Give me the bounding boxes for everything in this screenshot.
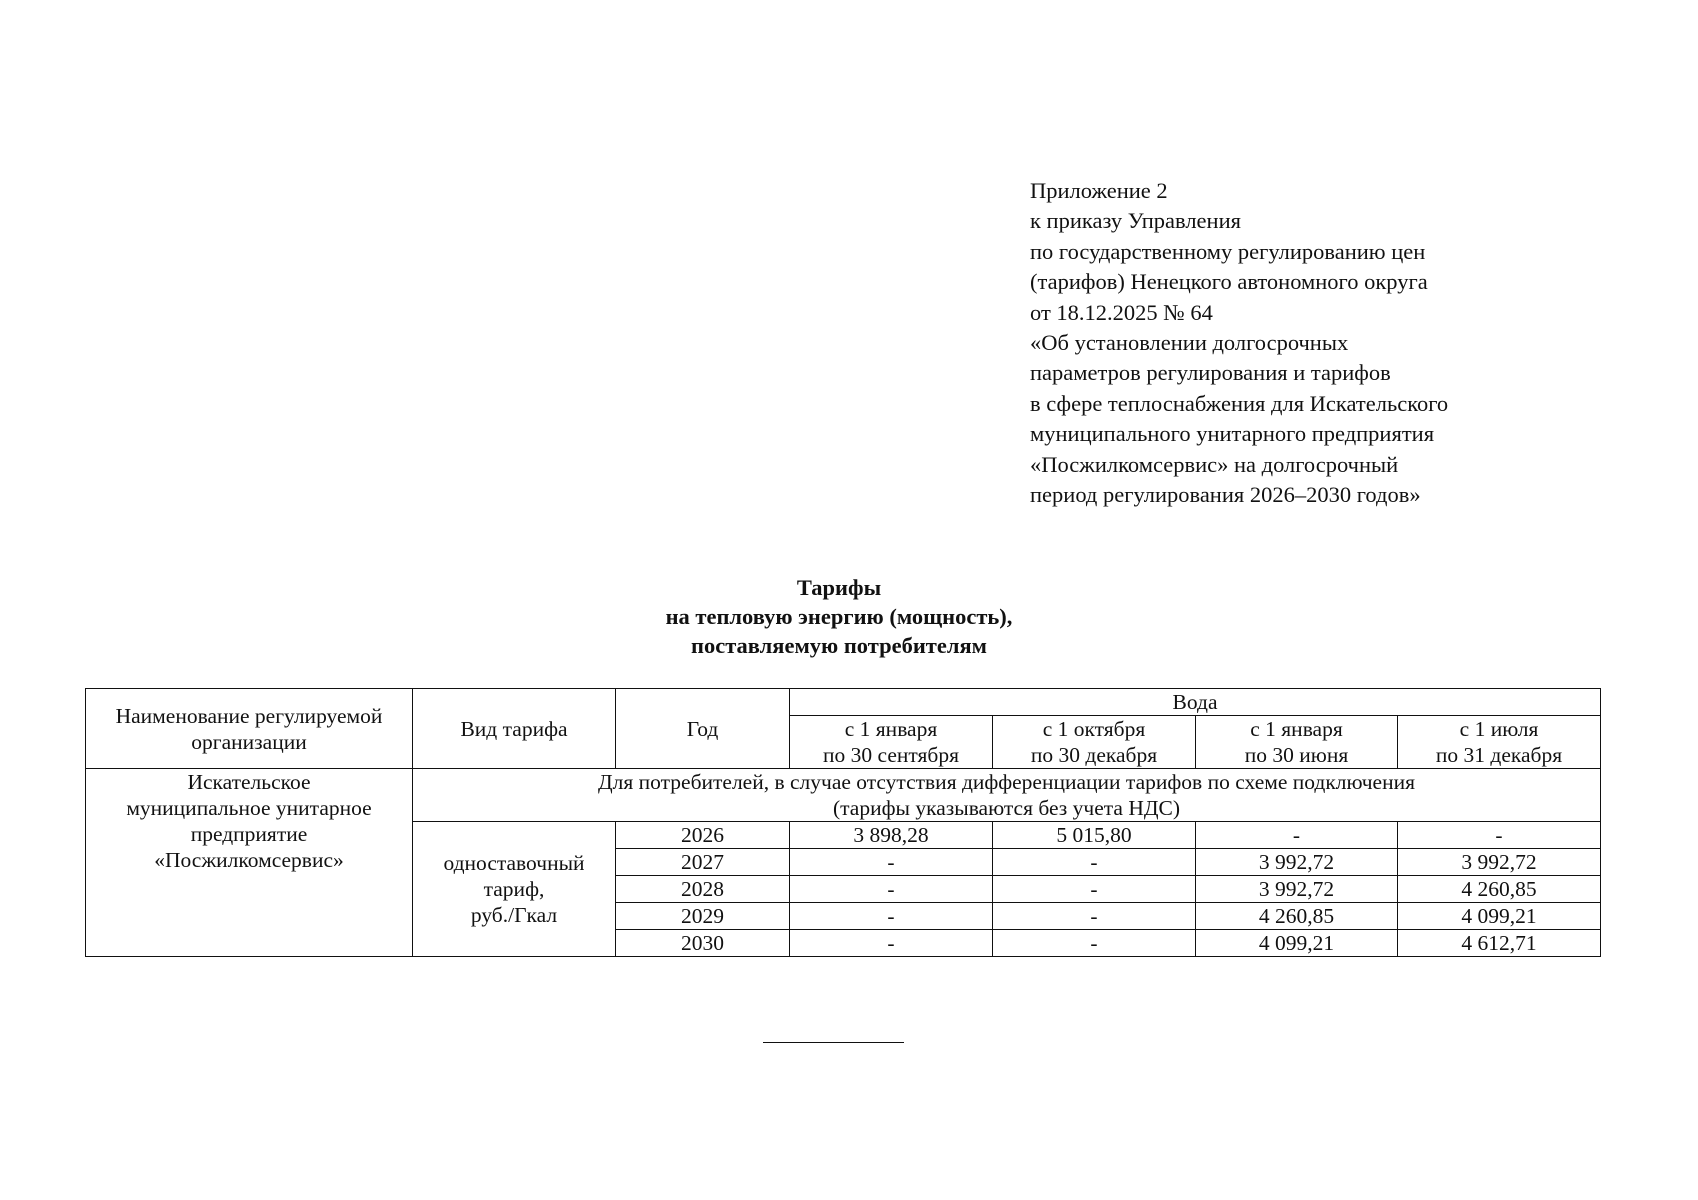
- value-cell: 4 260,85: [1398, 876, 1601, 903]
- value-cell: 4 612,71: [1398, 930, 1601, 957]
- header-period: с 1 июля по 31 декабря: [1398, 716, 1601, 769]
- header-group-water: Вода: [790, 689, 1601, 716]
- header-org-name: Наименование регулируемой организации: [86, 689, 413, 769]
- value-cell: -: [1398, 822, 1601, 849]
- consumer-note-row: [86, 769, 1601, 822]
- year-cell: 2028: [616, 876, 790, 903]
- header-row: [86, 689, 1601, 716]
- header-period: с 1 октября по 30 декабря: [993, 716, 1196, 769]
- year-cell: 2026: [616, 822, 790, 849]
- header-period: с 1 января по 30 сентября: [790, 716, 993, 769]
- document-title: [0, 573, 1678, 660]
- value-cell: -: [790, 849, 993, 876]
- year-cell: 2030: [616, 930, 790, 957]
- value-cell: 3 898,28: [790, 822, 993, 849]
- title-line: на тепловую энергию (мощность),: [665, 604, 1013, 629]
- title-line: поставляемую потребителям: [691, 633, 987, 658]
- value-cell: 4 099,21: [1196, 930, 1398, 957]
- appendix-line: по государственному регулированию цен: [1030, 238, 1426, 264]
- value-cell: -: [790, 903, 993, 930]
- appendix-line: в сфере теплоснабжения для Искательского: [1030, 390, 1449, 416]
- appendix-line: параметров регулирования и тарифов: [1030, 360, 1391, 386]
- value-cell: -: [1196, 822, 1398, 849]
- tariff-label: одноставочный тариф, руб./Гкал: [413, 822, 616, 957]
- appendix-line: муниципального унитарного предприятия: [1030, 421, 1435, 447]
- appendix-line: (тарифов) Ненецкого автономного округа: [1030, 269, 1428, 295]
- title-line: Тарифы: [796, 575, 882, 600]
- value-cell: -: [790, 930, 993, 957]
- organization-name: Искательское муниципальное унитарное предприятие «Посжилкомсервис»: [86, 769, 413, 957]
- value-cell: 5 015,80: [993, 822, 1196, 849]
- value-cell: -: [790, 876, 993, 903]
- year-cell: 2027: [616, 849, 790, 876]
- appendix-line: «Посжилкомсервис» на долгосрочный: [1030, 451, 1399, 477]
- value-cell: -: [993, 849, 1196, 876]
- value-cell: -: [993, 903, 1196, 930]
- value-cell: 3 992,72: [1196, 876, 1398, 903]
- appendix-line: период регулирования 2026–2030 годов»: [1030, 482, 1421, 508]
- appendix-line: от 18.12.2025 № 64: [1030, 299, 1213, 325]
- value-cell: 4 099,21: [1398, 903, 1601, 930]
- year-cell: 2029: [616, 903, 790, 930]
- value-cell: 4 260,85: [1196, 903, 1398, 930]
- closing-divider: [763, 1042, 904, 1043]
- value-cell: 3 992,72: [1398, 849, 1601, 876]
- appendix-line: к приказу Управления: [1030, 208, 1241, 234]
- appendix-block: [1030, 176, 1448, 510]
- value-cell: -: [993, 876, 1196, 903]
- consumer-note: Для потребителей, в случае отсутствия дифференциации тарифов по схеме подключения (тарифы указываются без учета НДС): [413, 769, 1601, 822]
- value-cell: -: [993, 930, 1196, 957]
- appendix-line: «Об установлении долгосрочных: [1030, 330, 1349, 356]
- header-period: с 1 января по 30 июня: [1196, 716, 1398, 769]
- header-tariff-type: Вид тарифа: [413, 689, 616, 769]
- value-cell: 3 992,72: [1196, 849, 1398, 876]
- header-year: Год: [616, 689, 790, 769]
- tariff-table: [85, 688, 1601, 957]
- appendix-line: Приложение 2: [1030, 178, 1168, 203]
